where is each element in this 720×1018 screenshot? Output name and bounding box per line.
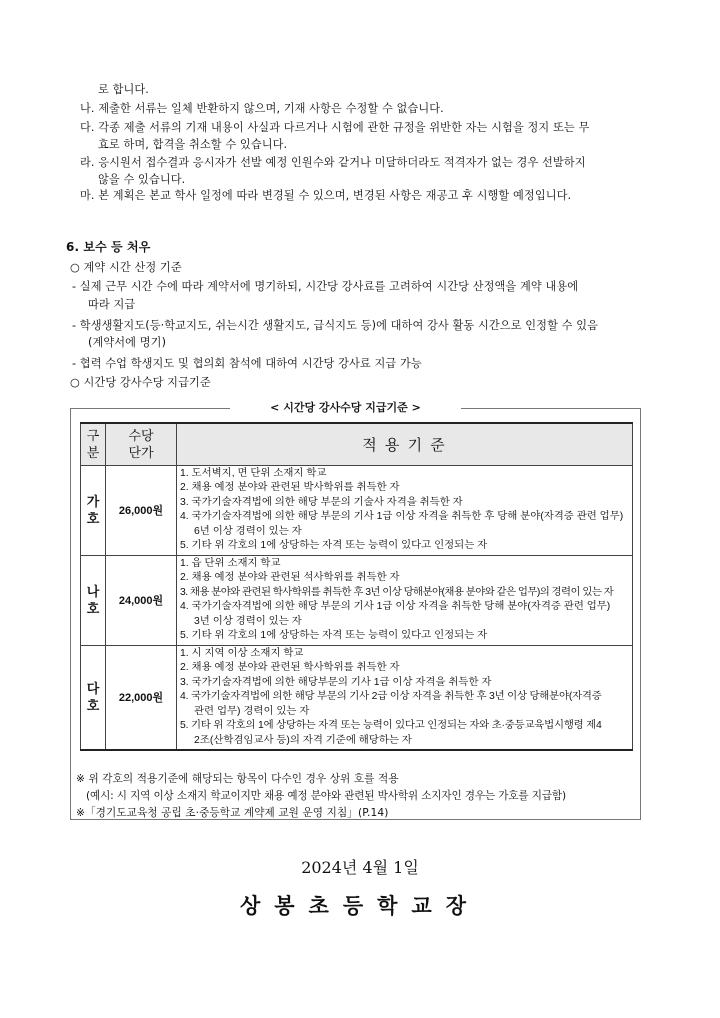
notice-ra-line2: 않을 수 있습니다. [98,173,186,186]
table-title: < 시간당 강사수당 지급기준 > [230,399,461,417]
criteria-line: 2조(산학겸임교사 등)의 자격 기준에 해당하는 자 [194,734,412,746]
row-category-bottom: 호 [86,601,100,616]
section-line: - 협력 수업 학생지도 및 협의회 참석에 대하여 시간당 강사료 지급 가능 [72,357,422,370]
criteria-line: 1. 읍 단위 소재지 학교 [180,557,281,569]
criteria-line: 4. 국가기술자격법에 의한 해당 부문의 기사 1급 이상 자격을 취득한 후 당해 분야(자격증 관련 업무) [180,511,624,522]
section-line: ○ 계약 시간 산정 기준 [70,261,182,274]
row-criteria [177,465,633,555]
signature-school-principal: 상봉초등학교장 [239,894,480,918]
header-amount [106,423,177,465]
row-amount: 26,000원 [106,465,177,555]
row-criteria [177,645,633,750]
notice-da-line1: 다. 각종 제출 서류의 기재 내용이 사실과 다르거나 시험에 관한 규정을 위반한 자는 시험을 정지 또는 무 [80,121,590,134]
criteria-line: 1. 도서벽지, 면 단위 소재지 학교 [180,467,327,479]
notice-ma: 마. 본 계획은 본교 학사 일정에 따라 변경될 수 있으며, 변경된 사항은 재공고 후 시행할 예정입니다. [80,189,572,202]
criteria-line: 5. 기타 위 각호의 1에 상당하는 자격 또는 능력이 있다고 인정되는 자 [180,540,488,551]
criteria-line: 관련 업무) 경력이 있는 자 [194,705,310,717]
notice-na: 나. 제출한 서류는 일체 반환하지 않으며, 기재 사항은 수정할 수 없습니다. [80,102,444,115]
table-header-row [81,423,633,465]
criteria-line: 3년 이상 경력이 있는 자 [194,615,302,627]
header-category [81,423,106,465]
allowance-table [80,422,633,751]
row-category-top: 다 [86,681,100,697]
criteria-line: 3. 국가기술자격법에 의한 해당부문의 기사 1급 이상 자격을 취득한 자 [180,676,492,688]
criteria-line: 4. 국가기술자격법에 의한 해당 부문의 기사 2급 이상 자격을 취득한 후 3년 이상 당해분야(자격증 [180,691,602,702]
criteria-line: 6년 이상 경력이 있는 자 [194,525,302,537]
row-amount: 24,000원 [106,555,177,645]
criteria-line: 2. 채용 예정 분야와 관련된 석사학위를 취득한 자 [180,572,400,583]
header-category-bottom: 분 [86,445,100,461]
row-amount: 22,000원 [106,645,177,750]
row-category [81,645,106,750]
table-note: ※ 위 각호의 적용기준에 해당되는 항목이 다수인 경우 상위 호를 적용 [76,773,399,785]
row-criteria [177,555,633,645]
criteria-line: 3. 채용 분야와 관련된 학사학위를 취득한 후 3년 이상 당해분야(채용 분야와 같은 업무)의 경력이 있는 자 [180,586,614,598]
section-heading: 6. 보수 등 처우 [66,240,151,254]
table-row [81,465,633,555]
criteria-line: 1. 시 지역 이상 소재지 학교 [180,647,304,659]
row-category [81,465,106,555]
section-line: 따라 지급 [88,298,136,311]
criteria-line: 5. 기타 위 각호의 1에 상당하는 자격 또는 능력이 있다고 인정되는 자 [180,630,488,641]
table-note: (예시: 시 지역 이상 소재지 학교이지만 채용 예정 분야와 관련된 박사학위 소지자인 경우는 가호를 지급함) [86,790,566,802]
notice-da-line2: 효로 하며, 합격을 취소할 수 있습니다. [98,138,288,151]
criteria-line: 2. 채용 예정 분야와 관련된 박사학위를 취득한 자 [180,482,400,493]
row-category-bottom: 호 [86,698,100,714]
row-category-top: 가 [86,494,100,509]
header-category-top: 구 [86,428,100,444]
header-criteria: 적 용 기 준 [177,423,633,465]
section-line: ○ 시간당 강사수당 지급기준 [70,376,211,389]
row-category-bottom: 호 [86,511,100,526]
criteria-line: 3. 국가기술자격법에 의한 해당 부문의 기술사 자격을 취득한 자 [180,496,463,508]
notice-continuation: 로 합니다. [98,83,149,96]
criteria-line: 4. 국가기술자격법에 의한 해당 부문의 기사 1급 이상 자격을 취득한 당해 분야(자격증 관련 업무) [180,601,611,612]
criteria-line: 5. 기타 위 각호의 1에 상당하는 자격 또는 능력이 있다고 인정되는 자와 초·중등교육법시행령 제4 [180,720,602,731]
section-line: - 학생생활지도(등·학교지도, 쉬는시간 생활지도, 급식지도 등)에 대하여 강사 활동 시간으로 인정할 수 있음 [72,319,599,332]
document-date: 2024년 4월 1일 [301,858,419,877]
section-line: (계약서에 명기) [88,336,167,349]
table-note: ※「경기도교육청 공립 초·중등학교 계약제 교원 운영 지침」(P.14) [76,807,389,819]
row-category [81,555,106,645]
notice-ra-line1: 라. 응시원서 접수결과 응시자가 선발 예정 인원수와 같거나 미달하더라도 적격자가 없는 경우 선발하지 [80,156,586,169]
section-line: - 실제 근무 시간 수에 따라 계약서에 명기하되, 시간당 강사료를 고려하여 시간당 산정액을 계약 내용에 [72,280,579,293]
table-row [81,555,633,645]
header-amount-bottom: 단가 [128,445,154,461]
table-row [81,645,633,750]
criteria-line: 2. 채용 예정 분야와 관련된 학사학위를 취득한 자 [180,662,400,673]
header-amount-top: 수당 [128,428,154,444]
row-category-top: 나 [86,584,100,599]
